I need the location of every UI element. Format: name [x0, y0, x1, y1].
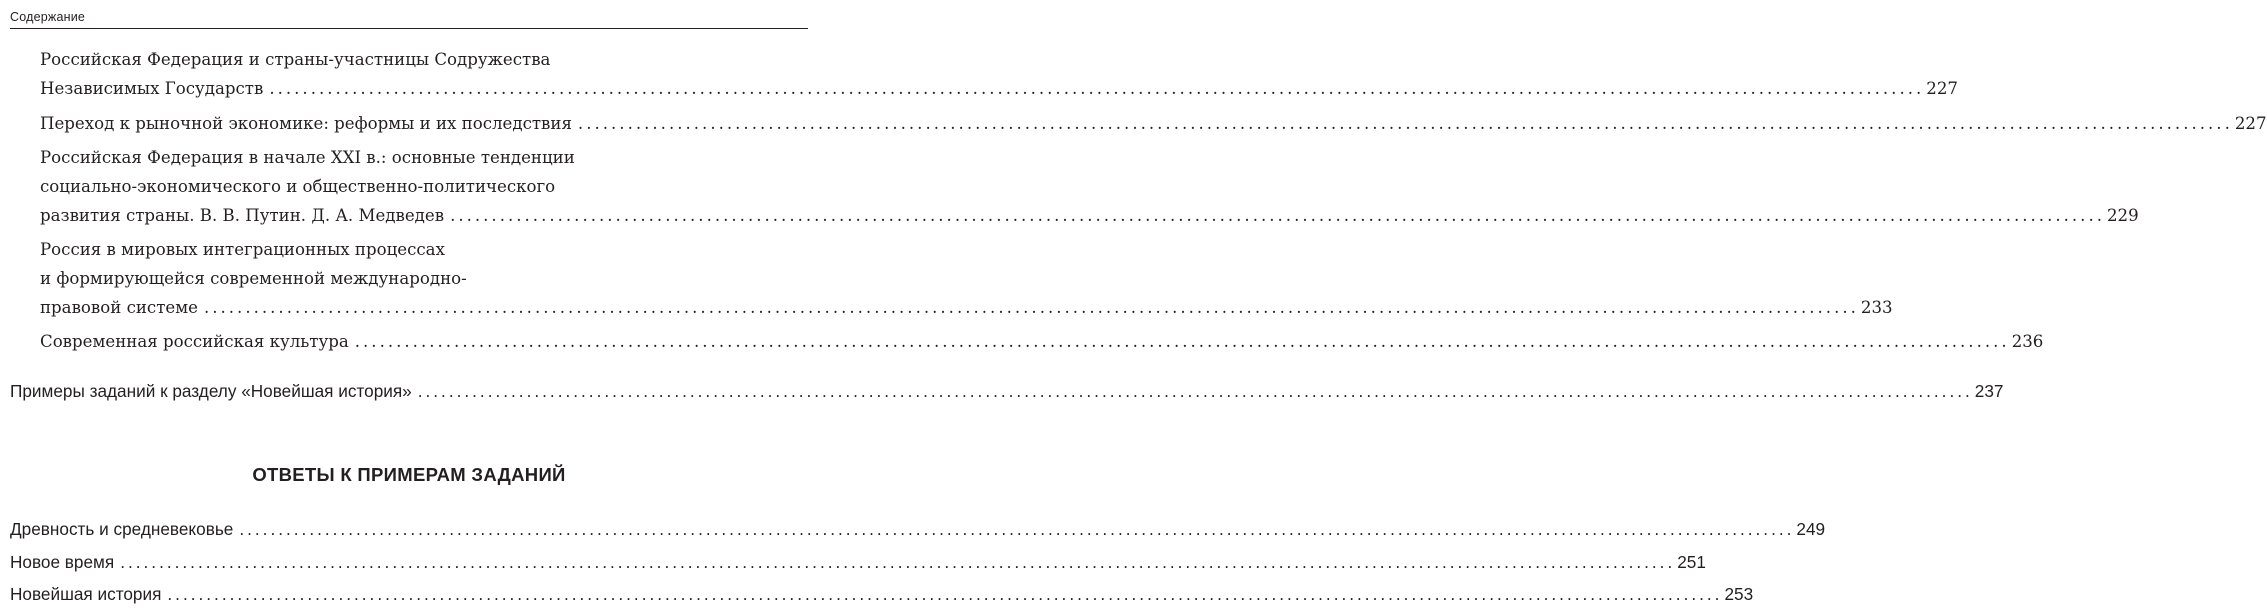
- toc-entry-line: и формирующейся современной международно-: [40, 269, 467, 288]
- toc-entry-last-line: [10, 580, 1754, 609]
- toc-entry-answers[interactable]: [10, 548, 1706, 577]
- dot-leader: ........................................................................................................................................................................................................: [167, 584, 1723, 604]
- page-number: 236: [2011, 332, 2044, 351]
- page-number: 227: [1926, 79, 1958, 98]
- toc-entry[interactable]: [40, 327, 2044, 356]
- toc-entry[interactable]: [40, 45, 1958, 103]
- toc-entry-line: Российская Федерация и страны-участницы Содружества: [40, 50, 551, 69]
- dot-leader: ........................................................................................................................................................................................................: [239, 519, 1795, 539]
- toc-entry-line: Россия в мировых интеграционных процессах: [40, 240, 445, 259]
- toc-entry-text: развития страны. В. В. Путин. Д. А. Медведев: [40, 206, 445, 225]
- section-title: ОТВЕТЫ К ПРИМЕРАМ ЗАДАНИЙ: [252, 464, 566, 485]
- toc-entry-answers[interactable]: [10, 515, 1826, 544]
- toc-entry[interactable]: [40, 143, 2139, 230]
- toc-entry-last-line: [10, 548, 1706, 577]
- toc-entry-last-line: [40, 327, 2044, 356]
- toc-entry-last-line: [40, 293, 1893, 322]
- toc-entry-text: Новое время: [10, 552, 115, 572]
- page-number: 249: [1796, 519, 1826, 539]
- page-number: 227: [2234, 114, 2267, 133]
- toc-entry-text: Примеры заданий к разделу «Новейшая история»: [10, 381, 412, 401]
- dot-leader: ........................................................................................................................................................................................................: [417, 381, 1973, 401]
- toc-entry-last-line: [10, 515, 1826, 544]
- toc-entry[interactable]: [40, 109, 2267, 138]
- toc-entry[interactable]: [40, 235, 1893, 322]
- toc-entry-line: социально-экономического и общественно-политического: [40, 177, 556, 196]
- page-number: 251: [1677, 552, 1706, 572]
- toc-entry-last-line: [40, 109, 2267, 138]
- toc-entry-text: Независимых Государств: [40, 79, 264, 98]
- dot-leader: ........................................................................................................................................................................................................: [203, 298, 1859, 317]
- header-title: Содержание: [10, 10, 86, 24]
- dot-leader: ........................................................................................................................................................................................................: [120, 552, 1676, 572]
- toc-entry-last-line: [40, 74, 1958, 103]
- dot-leader: ........................................................................................................................................................................................................: [354, 332, 2010, 351]
- toc-entry-answers[interactable]: [10, 580, 1754, 609]
- running-header: [10, 7, 808, 29]
- toc-entry-examples[interactable]: [10, 377, 2004, 406]
- dot-leader: ........................................................................................................................................................................................................: [269, 79, 1925, 98]
- page-number: 237: [1974, 381, 2004, 401]
- toc-entry-last-line: [40, 201, 2139, 230]
- toc-entry-text: Современная российская культура: [40, 332, 349, 351]
- page-number: 253: [1724, 584, 1754, 604]
- toc-entry-text: правовой системе: [40, 298, 198, 317]
- toc-entry-line: Российская Федерация в начале XXI в.: основные тенденции: [40, 148, 575, 167]
- toc-entry-text: Переход к рыночной экономике: реформы и их последствия: [40, 114, 572, 133]
- page-number: 233: [1860, 298, 1893, 317]
- dot-leader: ........................................................................................................................................................................................................: [450, 206, 2105, 225]
- toc-entry-text: Древность и средневековье: [10, 519, 234, 539]
- toc-entry-last-line: [10, 377, 2004, 406]
- dot-leader: ........................................................................................................................................................................................................: [577, 114, 2233, 133]
- toc-entry-text: Новейшая история: [10, 584, 162, 604]
- page-number: 229: [2107, 206, 2139, 225]
